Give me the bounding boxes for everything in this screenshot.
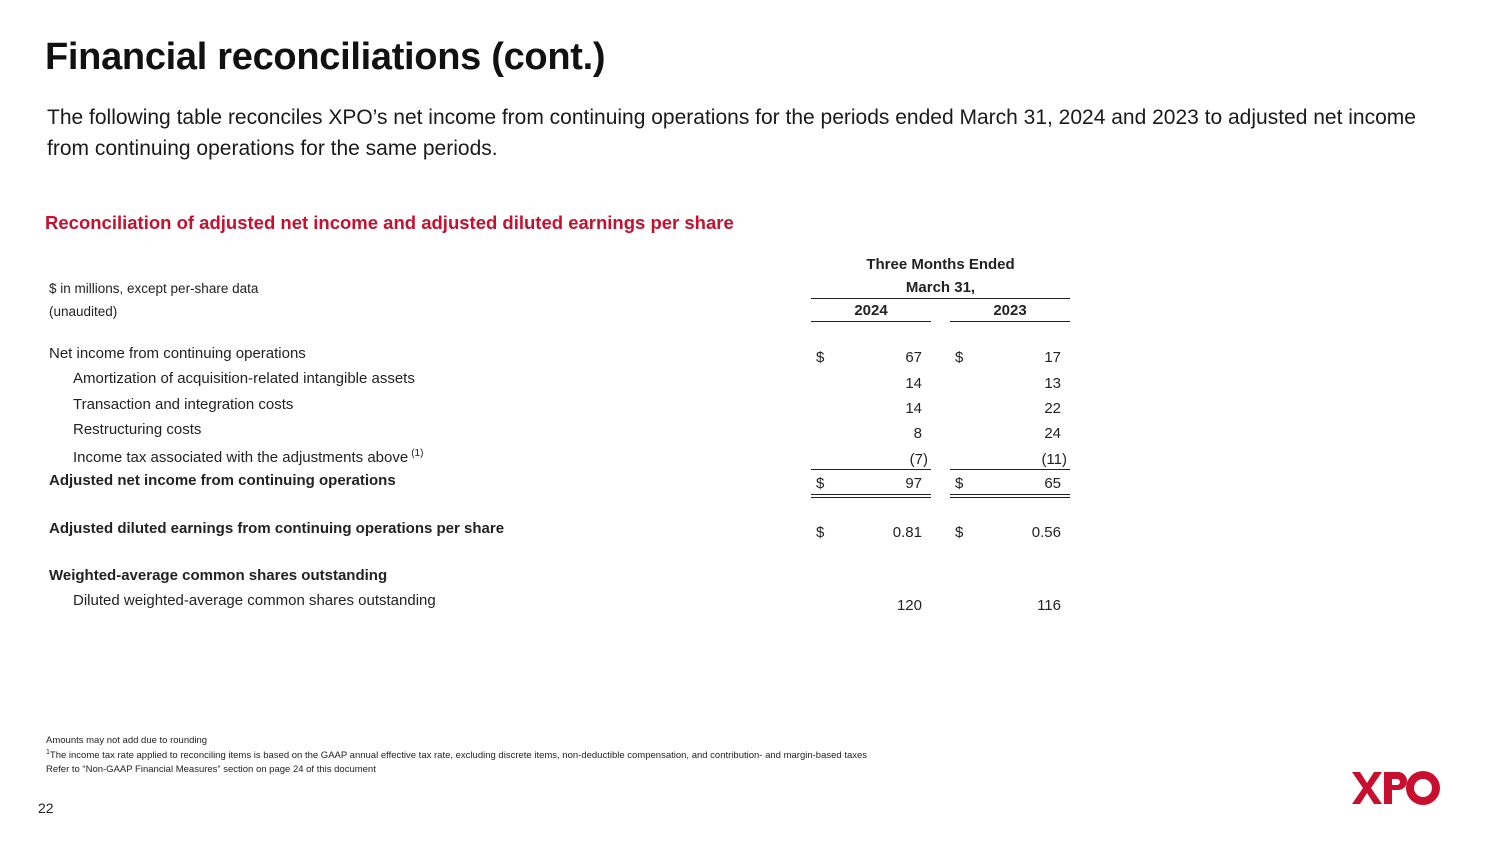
- value-2023: 22: [1044, 400, 1061, 417]
- footnote-reference: Refer to “Non-GAAP Financial Measures” section on page 24 of this document: [46, 764, 376, 775]
- value-2024: 14: [905, 375, 922, 392]
- row-label-diluted-shares: Diluted weighted-average common shares outstanding: [73, 592, 436, 609]
- page-title: Financial reconciliations (cont.): [45, 36, 606, 78]
- value-2023: 17: [1044, 349, 1061, 366]
- header-rule: [811, 298, 1070, 299]
- column-header-2023: 2023: [993, 302, 1027, 319]
- column-rule-2024: [811, 321, 931, 322]
- value-2024: 120: [896, 597, 922, 614]
- value-2024: 97: [905, 475, 922, 492]
- currency-symbol: $: [816, 349, 825, 366]
- intro-paragraph: The following table reconciles XPO’s net income from continuing operations for the periods ended March 31, 2024 and 2023 to adjusted net income from continuing operations for the same periods.: [47, 106, 1416, 160]
- xpo-logo: [1352, 768, 1442, 808]
- footnote-tax-marker: 1: [46, 749, 50, 756]
- double-rule-2024-bottom: [811, 497, 931, 498]
- value-2023: 13: [1044, 375, 1061, 392]
- row-label-adjusted-diluted-eps: Adjusted diluted earnings from continuing operations per share: [49, 520, 505, 537]
- table-subtitle: Reconciliation of adjusted net income and adjusted diluted earnings per share: [45, 212, 734, 233]
- subtotal-rule-2024: [811, 469, 931, 470]
- footnote-rounding: Amounts may not add due to rounding: [46, 735, 208, 746]
- currency-symbol: $: [955, 349, 964, 366]
- double-rule-2023-bottom: [950, 497, 1070, 498]
- units-label: $ in millions, except per-share data: [49, 281, 259, 296]
- value-2023: (11): [1041, 451, 1067, 468]
- column-header-2024: 2024: [854, 302, 888, 319]
- currency-symbol: $: [816, 475, 825, 492]
- currency-symbol: $: [955, 524, 964, 541]
- currency-symbol: $: [955, 475, 964, 492]
- double-rule-2023-top: [950, 494, 1070, 495]
- footnote-tax-text: The income tax rate applied to reconciling items is based on the GAAP annual effective tax rate, excluding discrete items, non-deductible compensation, and contribution- and margin-based taxes: [49, 750, 868, 762]
- row-label-net-income: Net income from continuing operations: [49, 345, 306, 362]
- column-rule-2023: [950, 321, 1070, 322]
- footnote-marker: (1): [411, 448, 424, 459]
- currency-symbol: $: [816, 524, 825, 541]
- subtotal-rule-2023: [950, 469, 1070, 470]
- row-label-adjusted-net-income: Adjusted net income from continuing operations: [49, 472, 396, 489]
- value-2024: 14: [905, 400, 922, 417]
- row-label-transaction-costs: Transaction and integration costs: [73, 396, 294, 413]
- value-2023: 65: [1044, 475, 1061, 492]
- footnote-tax-rate: [46, 749, 867, 761]
- row-label-restructuring: Restructuring costs: [73, 421, 202, 438]
- row-label-amortization: Amortization of acquisition-related intangible assets: [73, 370, 415, 387]
- page-number: 22: [38, 800, 54, 816]
- header-three-months-ended: Three Months Ended: [866, 256, 1015, 273]
- row-label-weighted-average-heading: Weighted-average common shares outstanding: [49, 567, 388, 584]
- header-march-31: March 31,: [905, 279, 976, 296]
- income-tax-label-text: Income tax associated with the adjustments above: [73, 449, 409, 466]
- value-2023: 24: [1044, 425, 1061, 442]
- double-rule-2024-top: [811, 494, 931, 495]
- value-2024: 67: [905, 349, 922, 366]
- value-2024: 8: [913, 425, 922, 442]
- unaudited-label: (unaudited): [49, 304, 118, 319]
- row-label-income-tax: [73, 448, 423, 466]
- value-2024: (7): [909, 451, 928, 468]
- value-2023: 0.56: [1031, 524, 1061, 541]
- value-2023: 116: [1037, 597, 1061, 614]
- value-2024: 0.81: [892, 524, 922, 541]
